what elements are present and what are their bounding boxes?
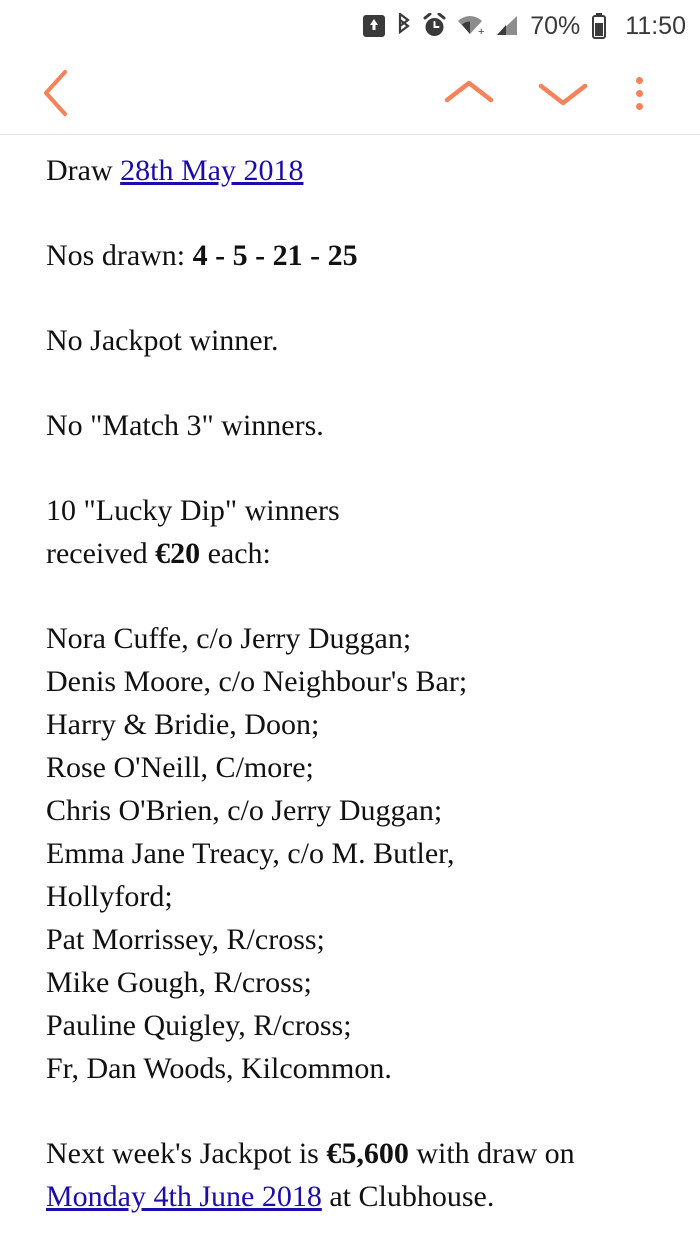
overflow-dot (636, 77, 643, 84)
next-week-middle: with draw on (408, 1137, 575, 1170)
wifi-icon (456, 13, 484, 39)
lucky-dip-line-2-prefix: received (46, 537, 156, 570)
next-week-jackpot-paragraph (46, 1132, 654, 1218)
match3-winner-line: No "Match 3" winners. (46, 409, 324, 442)
next-week-suffix: at Clubhouse. (321, 1180, 495, 1213)
lucky-dip-amount: €20 (155, 537, 201, 570)
alarm-icon (422, 13, 447, 39)
svg-text:+: + (478, 26, 485, 38)
next-week-prefix: Next week's Jackpot is (46, 1137, 327, 1170)
numbers-drawn-label: Nos drawn: (46, 239, 186, 272)
battery-percent-label: 70% (530, 11, 581, 40)
chevron-up-icon[interactable] (440, 64, 498, 122)
app-notification-icon (362, 13, 386, 39)
status-icon-group (362, 12, 686, 41)
list-item: Harry & Bridie, Doon; (46, 708, 320, 741)
winners-list (46, 617, 654, 1090)
chevron-down-icon[interactable] (534, 64, 592, 122)
numbers-drawn-paragraph (46, 234, 654, 277)
lucky-dip-paragraph (46, 489, 654, 575)
list-item: Hollyford; (46, 880, 173, 913)
article-content (0, 135, 700, 1218)
overflow-menu-icon[interactable] (618, 65, 660, 121)
list-item: Emma Jane Treacy, c/o M. Butler, (46, 837, 455, 870)
lucky-dip-line-2-suffix: each: (200, 537, 271, 570)
jackpot-winner-line: No Jackpot winner. (46, 324, 279, 357)
draw-date-paragraph (46, 149, 654, 192)
list-item: Pauline Quigley, R/cross; (46, 1009, 352, 1042)
list-item: Rose O'Neill, C/more; (46, 751, 314, 784)
status-bar (0, 0, 700, 52)
app-toolbar (0, 52, 700, 135)
list-item: Denis Moore, c/o Neighbour's Bar; (46, 665, 468, 698)
draw-date-link[interactable]: 28th May 2018 (120, 154, 304, 187)
numbers-drawn-value: 4 - 5 - 21 - 25 (192, 239, 358, 272)
list-item: Chris O'Brien, c/o Jerry Duggan; (46, 794, 443, 827)
bluetooth-icon (395, 13, 413, 39)
battery-icon (591, 12, 607, 40)
list-item: Fr, Dan Woods, Kilcommon. (46, 1052, 392, 1085)
list-item: Pat Morrissey, R/cross; (46, 923, 325, 956)
overflow-dot (636, 90, 643, 97)
signal-icon (493, 13, 519, 39)
next-week-date-link[interactable]: Monday 4th June 2018 (46, 1180, 322, 1213)
next-week-amount: €5,600 (326, 1137, 409, 1170)
draw-label: Draw (46, 154, 113, 187)
overflow-dot (636, 103, 643, 110)
list-item: Mike Gough, R/cross; (46, 966, 312, 999)
back-icon[interactable] (28, 65, 84, 121)
lucky-dip-line-1: 10 "Lucky Dip" winners (46, 494, 340, 527)
status-clock: 11:50 (625, 11, 686, 40)
list-item: Nora Cuffe, c/o Jerry Duggan; (46, 622, 412, 655)
